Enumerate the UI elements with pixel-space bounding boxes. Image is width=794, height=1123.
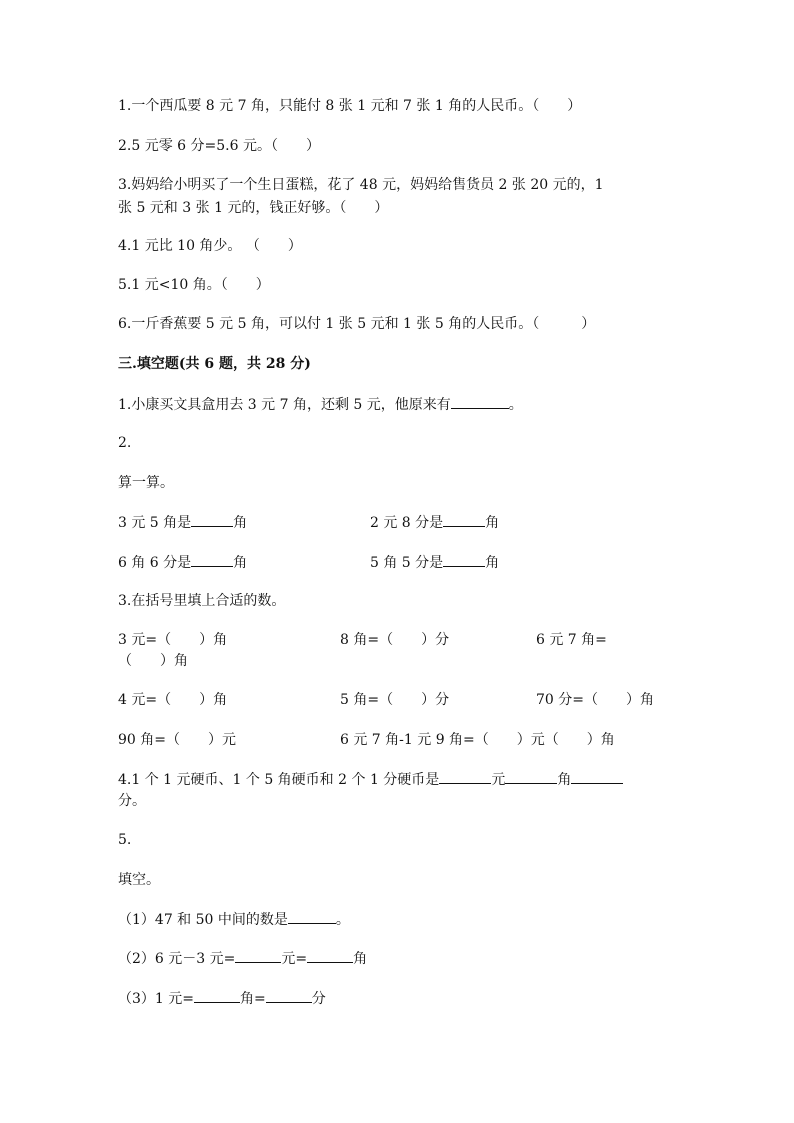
q3-item: 6 元 7 角=	[536, 632, 607, 648]
answer-blank[interactable]	[288, 909, 336, 924]
answer-blank[interactable]	[443, 512, 485, 527]
q5-part-1	[118, 909, 350, 930]
answer-blank[interactable]	[266, 988, 312, 1003]
q5-part-3	[118, 988, 326, 1009]
q5-part-unit: 元=	[281, 951, 308, 967]
answer-blank[interactable]	[191, 552, 233, 567]
q2-item	[118, 512, 247, 533]
q5-part-text: （2）6 元－3 元=	[118, 951, 236, 967]
q3-item-continued: （ ）角	[118, 653, 188, 669]
answer-blank[interactable]	[235, 948, 281, 963]
q2-item-text: 3 元 5 角是	[118, 515, 192, 531]
q3-item: 5 角=（ ）分	[340, 692, 450, 708]
q2-item-text: 6 角 6 分是	[118, 555, 192, 571]
fill-question-3-title: 3.在括号里填上合适的数。	[118, 593, 286, 609]
fill-question-1	[118, 394, 523, 415]
q3-item: 6 元 7 角-1 元 9 角=（ ）元（ ）角	[340, 732, 615, 748]
answer-blank[interactable]	[439, 769, 491, 784]
section-title: 三.填空题(共 6 题，共 28 分)	[118, 356, 311, 372]
judge-question-1: 1.一个西瓜要 8 元 7 角，只能付 8 张 1 元和 7 张 1 角的人民币。（ ）	[118, 98, 582, 114]
q2-item-text: 2 元 8 分是	[370, 515, 444, 531]
q5-part-end: 。	[335, 912, 350, 928]
q3-item: 90 角=（ ）元	[118, 732, 236, 748]
q4-unit-yuan: 元	[491, 772, 506, 788]
q5-part-text: （3）1 元=	[118, 991, 194, 1007]
q4-text: 4.1 个 1 元硬币、1 个 5 角硬币和 2 个 1 分硬币是	[118, 772, 440, 788]
q5-part-2	[118, 948, 367, 969]
judge-question-4: 4.1 元比 10 角少。 （ ）	[118, 238, 302, 254]
q3-item: 70 分=（ ）角	[536, 692, 654, 708]
answer-blank[interactable]	[571, 769, 623, 784]
q2-item	[118, 552, 247, 573]
q2-item	[370, 512, 499, 533]
fill-question-2-instruction: 算一算。	[118, 475, 174, 491]
q4-unit-jiao: 角	[557, 772, 572, 788]
q3-item: 8 角=（ ）分	[340, 632, 450, 648]
q1-end: 。	[508, 397, 523, 413]
fill-question-2-number: 2.	[118, 435, 132, 451]
q2-item-text: 5 角 5 分是	[370, 555, 444, 571]
q5-part-text: （1）47 和 50 中间的数是	[118, 912, 288, 928]
q3-item: 3 元=（ ）角	[118, 632, 228, 648]
fill-question-4	[118, 769, 623, 790]
fill-question-4-end: 分。	[118, 793, 146, 809]
q2-item-unit: 角	[485, 515, 500, 531]
judge-question-6: 6.一斤香蕉要 5 元 5 角，可以付 1 张 5 元和 1 张 5 角的人民币。（ ）	[118, 316, 596, 332]
judge-question-2: 2.5 元零 6 分=5.6 元。（ ）	[118, 138, 320, 154]
q5-part-unit: 角	[353, 951, 368, 967]
answer-blank[interactable]	[307, 948, 353, 963]
q1-text: 1.小康买文具盒用去 3 元 7 角，还剩 5 元，他原来有	[118, 397, 451, 413]
q2-item-unit: 角	[485, 555, 500, 571]
fill-question-5-number: 5.	[118, 832, 132, 848]
q5-part-unit: 分	[311, 991, 326, 1007]
q3-item: 4 元=（ ）角	[118, 692, 228, 708]
fill-question-5-instruction: 填空。	[118, 872, 160, 888]
answer-blank[interactable]	[505, 769, 557, 784]
answer-blank[interactable]	[451, 394, 509, 409]
judge-question-3-line-1: 3.妈妈给小明买了一个生日蛋糕，花了 48 元，妈妈给售货员 2 张 20 元的，1	[118, 177, 604, 193]
q2-item-unit: 角	[233, 555, 248, 571]
q2-item-unit: 角	[233, 515, 248, 531]
q5-part-unit: 角=	[240, 991, 266, 1007]
answer-blank[interactable]	[194, 988, 240, 1003]
judge-question-5: 5.1 元<10 角。（ ）	[118, 277, 270, 293]
q2-item	[370, 552, 499, 573]
answer-blank[interactable]	[443, 552, 485, 567]
judge-question-3-line-2: 张 5 元和 3 张 1 元的，钱正好够。（ ）	[118, 200, 389, 216]
answer-blank[interactable]	[191, 512, 233, 527]
